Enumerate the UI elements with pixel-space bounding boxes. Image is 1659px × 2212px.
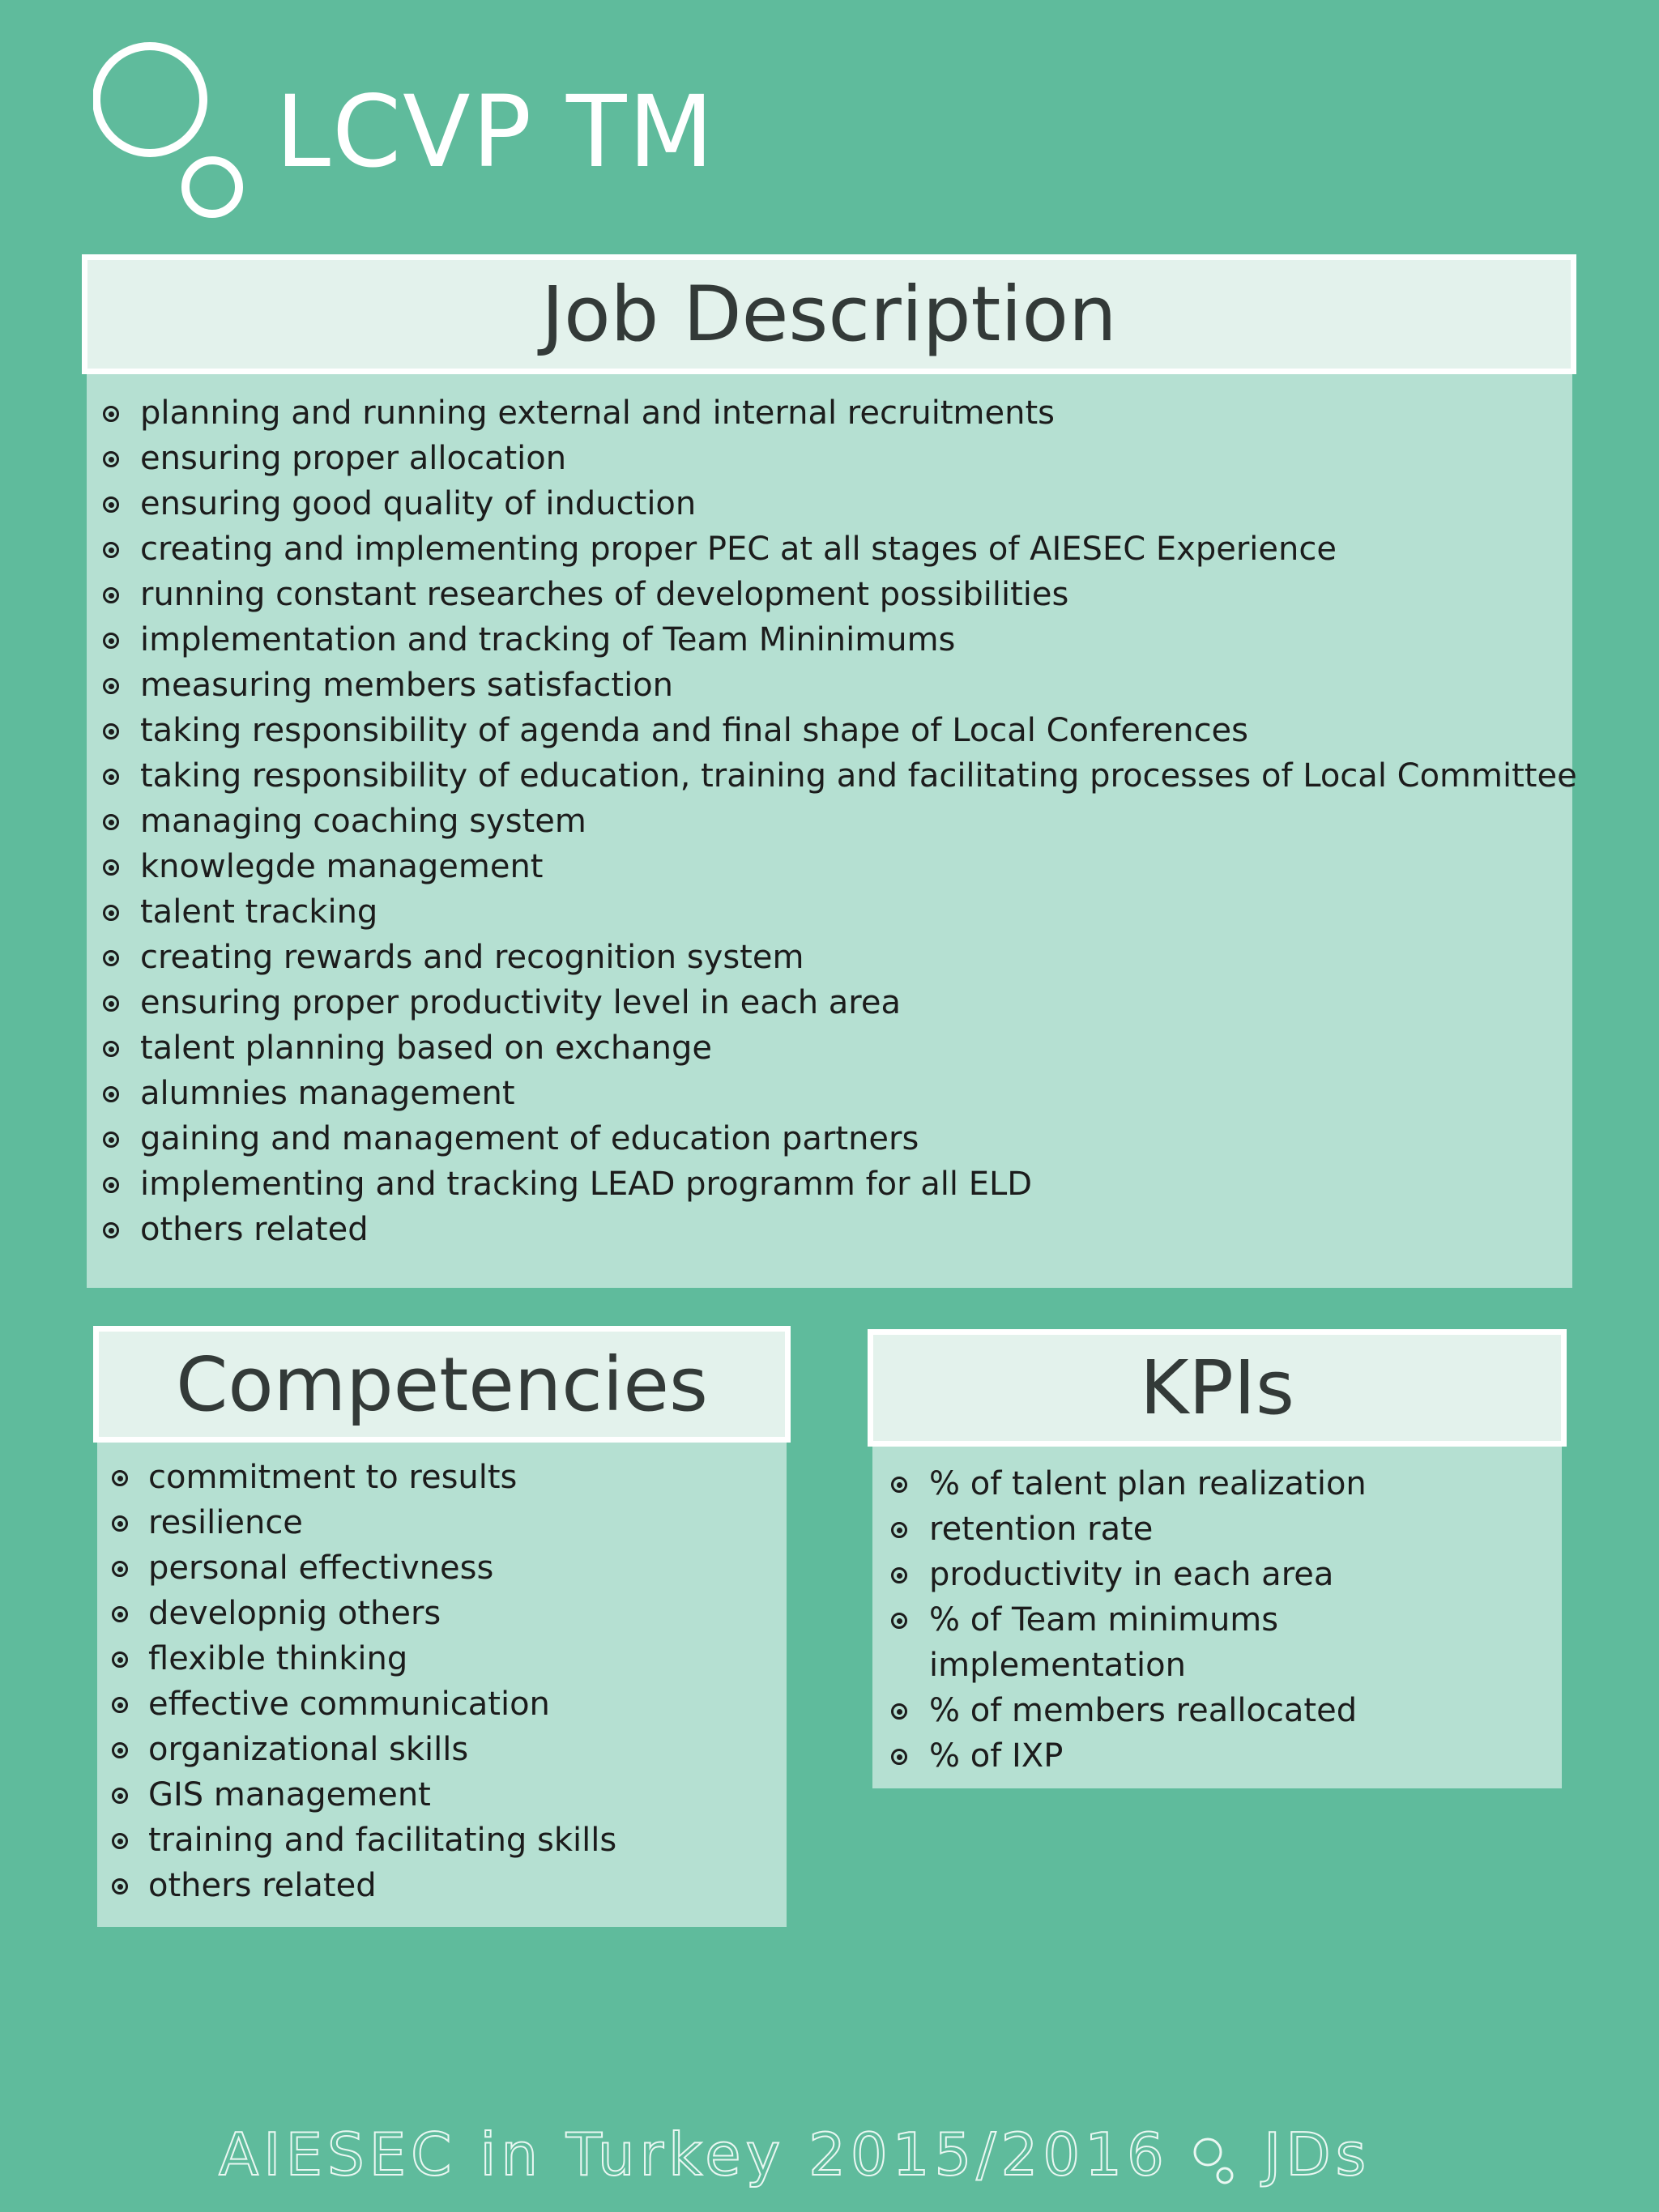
list-item	[872, 1597, 1302, 1688]
list-item-text: training and facilitating skills	[148, 1822, 617, 1859]
list-item-text: % of talent plan realization	[929, 1465, 1367, 1502]
list-item-text: personal effectivness	[148, 1549, 494, 1587]
list-item	[97, 1591, 787, 1636]
competencies-panel	[97, 1443, 787, 1927]
bullet-icon	[103, 678, 119, 694]
list-item-text: taking responsibility of education, training and facilitating processes of Local Committee	[140, 757, 1577, 795]
list-item	[87, 1071, 1572, 1116]
bullet-icon	[103, 859, 119, 876]
list-item-text: ensuring proper productivity level in each area	[140, 984, 901, 1021]
bullet-icon	[103, 1041, 119, 1057]
bullet-icon	[103, 1222, 119, 1238]
list-item	[97, 1727, 787, 1772]
list-item	[97, 1681, 787, 1727]
list-item-text: running constant researches of development possibilities	[140, 576, 1069, 613]
list-item-text: organizational skills	[148, 1731, 469, 1768]
bullet-icon	[103, 451, 119, 467]
list-item-text: gaining and management of education partners	[140, 1120, 919, 1157]
list-item-text: others related	[148, 1867, 377, 1904]
footer	[219, 2118, 1434, 2191]
bullet-icon	[112, 1697, 128, 1713]
list-item	[87, 889, 1572, 935]
list-item-text: commitment to results	[148, 1459, 518, 1496]
bullet-icon	[112, 1561, 128, 1577]
list-item-text: % of members reallocated	[929, 1692, 1358, 1729]
bullet-icon	[112, 1833, 128, 1849]
list-item	[87, 1025, 1572, 1071]
list-item	[97, 1772, 787, 1818]
list-item	[97, 1500, 787, 1545]
bullet-icon	[103, 1132, 119, 1148]
bullet-icon	[112, 1788, 128, 1804]
bullet-icon	[103, 633, 119, 649]
competencies-title: Competencies	[176, 1340, 708, 1428]
bullet-icon	[891, 1703, 907, 1720]
bullet-icon	[891, 1749, 907, 1765]
list-item-text: taking responsibility of agenda and final shape of Local Conferences	[140, 712, 1249, 749]
list-item-text: knowlegde management	[140, 848, 544, 885]
job-description-list	[87, 390, 1577, 1252]
bullet-icon	[112, 1470, 128, 1486]
list-item	[87, 708, 1572, 753]
bullet-icon	[103, 950, 119, 966]
list-item-text: managing coaching system	[140, 803, 586, 840]
bullet-icon	[103, 497, 119, 513]
list-item	[87, 526, 1572, 572]
list-item	[97, 1863, 787, 1908]
list-item-text: measuring members satisfaction	[140, 667, 674, 704]
list-item	[872, 1552, 1562, 1597]
list-item	[872, 1733, 1562, 1779]
bullet-icon	[112, 1652, 128, 1668]
bullet-icon	[103, 406, 119, 422]
list-item-text: creating rewards and recognition system	[140, 939, 804, 976]
bullet-icon	[103, 995, 119, 1012]
list-item-text: alumnies management	[140, 1075, 515, 1112]
list-item	[97, 1636, 787, 1681]
bullet-icon	[103, 814, 119, 830]
kpis-title: KPIs	[1140, 1345, 1294, 1431]
list-item	[97, 1545, 787, 1591]
list-item-text: talent tracking	[140, 893, 378, 931]
bullet-icon	[103, 723, 119, 739]
kpis-header	[868, 1329, 1567, 1447]
list-item	[87, 1116, 1572, 1161]
list-item-text: % of Team minimums implementation	[929, 1601, 1279, 1684]
list-item	[87, 663, 1572, 708]
list-item-text: resilience	[148, 1504, 303, 1541]
list-item-text: others related	[140, 1211, 369, 1248]
list-item-text: implementation and tracking of Team Mininimums	[140, 621, 956, 658]
list-item-text: planning and running external and internal recruitments	[140, 394, 1056, 432]
list-item-text: developnig others	[148, 1595, 441, 1632]
bullet-icon	[103, 905, 119, 921]
list-item	[87, 980, 1572, 1025]
list-item	[872, 1507, 1562, 1552]
bubbles-logo-icon	[1191, 2136, 1236, 2188]
list-item-text: creating and implementing proper PEC at all stages of AIESEC Experience	[140, 531, 1337, 568]
bullet-icon	[103, 1177, 119, 1193]
bubbles-logo-icon	[93, 40, 247, 227]
list-item	[87, 935, 1572, 980]
list-item-text: implementing and tracking LEAD programm for all ELD	[140, 1166, 1033, 1203]
footer-text: AIESEC in Turkey 2015/2016	[219, 2120, 1169, 2189]
competencies-header	[93, 1326, 791, 1443]
list-item	[97, 1818, 787, 1863]
competencies-list	[97, 1455, 787, 1908]
list-item-text: productivity in each area	[929, 1556, 1334, 1593]
job-description-panel	[87, 374, 1577, 1288]
list-item	[872, 1461, 1562, 1507]
footer-suffix: JDs	[1264, 2120, 1371, 2189]
list-item-text: effective communication	[148, 1686, 550, 1723]
list-item	[87, 390, 1572, 436]
bullet-icon	[103, 542, 119, 558]
bullet-icon	[112, 1606, 128, 1622]
bullet-icon	[891, 1567, 907, 1583]
bullet-icon	[891, 1477, 907, 1493]
list-item	[87, 799, 1572, 844]
list-item	[87, 1207, 1572, 1252]
list-item-text: retention rate	[929, 1511, 1154, 1548]
kpis-panel	[872, 1447, 1562, 1788]
list-item	[87, 844, 1572, 889]
list-item-text: ensuring proper allocation	[140, 440, 567, 477]
list-item	[87, 436, 1572, 481]
bullet-icon	[891, 1613, 907, 1629]
bullet-icon	[103, 769, 119, 785]
list-item	[97, 1455, 787, 1500]
list-item	[87, 572, 1572, 617]
job-description-header	[82, 254, 1576, 374]
bullet-icon	[112, 1515, 128, 1532]
bullet-icon	[112, 1742, 128, 1758]
bullet-icon	[103, 587, 119, 603]
kpis-list	[872, 1461, 1562, 1779]
list-item	[87, 617, 1572, 663]
header	[93, 40, 822, 227]
list-item-text: % of IXP	[929, 1737, 1064, 1775]
list-item	[87, 1161, 1572, 1207]
list-item	[87, 481, 1572, 526]
list-item-text: GIS management	[148, 1776, 431, 1813]
page-title: LCVP TM	[275, 75, 715, 190]
list-item-text: talent planning based on exchange	[140, 1029, 713, 1067]
list-item-text: ensuring good quality of induction	[140, 485, 697, 522]
bullet-icon	[891, 1522, 907, 1538]
job-description-title: Job Description	[541, 270, 1117, 359]
list-item	[87, 753, 1577, 799]
list-item-text: flexible thinking	[148, 1640, 408, 1677]
list-item	[872, 1688, 1562, 1733]
bullet-icon	[103, 1086, 119, 1102]
bullet-icon	[112, 1878, 128, 1894]
